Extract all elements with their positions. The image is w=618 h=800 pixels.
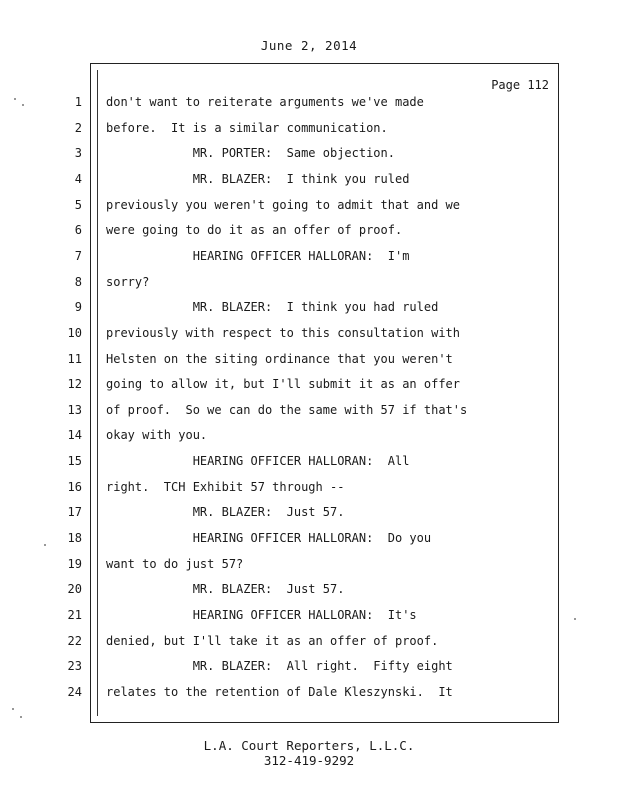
transcript-line [0,146,618,166]
line-text: HEARING OFFICER HALLORAN: I'm [106,248,410,263]
line-number: 15 [67,454,82,469]
scan-speck [574,618,576,620]
line-number: 21 [67,608,82,622]
line-number: 9 [74,300,82,315]
transcript-line [0,685,618,705]
line-number: 19 [67,556,82,571]
footer-company: L.A. Court Reporters, L.L.C. [203,738,415,753]
line-number: 18 [67,531,82,546]
line-number: 4 [74,171,82,186]
line-text: want to do just 57? [106,556,244,571]
line-number: 2 [74,120,82,135]
line-text: MR. BLAZER: I think you ruled [106,171,410,186]
transcript-line [0,557,618,577]
line-text: okay with you. [106,428,208,443]
line-text: relates to the retention of Dale Kleszynski. It [106,684,453,699]
transcript-line [0,249,618,269]
line-number: 20 [67,582,82,597]
line-text: were going to do it as an offer of proof. [106,223,403,238]
line-text: MR. PORTER: Same objection. [106,146,395,161]
scan-speck [14,98,16,100]
transcript-line [0,172,618,192]
line-number: 23 [67,659,82,674]
scan-speck [20,716,22,718]
line-text: HEARING OFFICER HALLORAN: It's [106,608,417,622]
line-text: previously you weren't going to admit that and we [106,197,461,212]
line-number: 17 [67,505,82,520]
transcript-line [0,454,618,474]
line-number: 24 [67,684,82,699]
line-number: 8 [74,274,82,289]
line-text: HEARING OFFICER HALLORAN: Do you [106,531,432,546]
transcript-line [0,326,618,346]
transcript-line [0,403,618,423]
line-text: MR. BLAZER: All right. Fifty eight [106,659,453,674]
transcript-line [0,608,618,628]
transcript-line [0,300,618,320]
line-number: 12 [67,377,82,392]
line-text: right. TCH Exhibit 57 through -- [106,479,345,494]
transcript-line [0,95,618,115]
transcript-line [0,480,618,500]
line-text: denied, but I'll take it as an offer of proof. [106,633,439,648]
line-text: before. It is a similar communication. [106,120,388,135]
line-number: 14 [67,428,82,443]
line-number: 5 [74,197,82,212]
line-number: 22 [67,633,82,648]
transcript-line [0,634,618,654]
footer-phone: 312-419-9292 [263,753,355,768]
page-number: Page 112 [491,78,549,92]
scan-speck [22,104,24,106]
line-text: sorry? [106,274,150,289]
transcript-line [0,531,618,551]
line-text: MR. BLAZER: Just 57. [106,582,345,597]
line-text: of proof. So we can do the same with 57 if that's [106,402,468,417]
transcript-line [0,428,618,448]
transcript-line [0,659,618,679]
line-number: 16 [67,479,82,494]
line-text: previously with respect to this consultation with [106,325,461,340]
transcript-line [0,275,618,295]
transcript-line [0,352,618,372]
scan-speck [12,708,14,710]
transcript-line [0,505,618,525]
line-text: MR. BLAZER: I think you had ruled [106,300,439,315]
line-number: 13 [67,402,82,417]
transcript-line [0,121,618,141]
line-number: 6 [74,223,82,238]
line-number: 7 [74,248,82,263]
line-text: MR. BLAZER: Just 57. [106,505,345,520]
line-text: don't want to reiterate arguments we've made [106,95,424,109]
line-number: 10 [67,325,82,340]
line-text: going to allow it, but I'll submit it as an offer [106,377,461,392]
line-text: HEARING OFFICER HALLORAN: All [106,454,410,469]
transcript-date: June 2, 2014 [260,38,358,53]
line-number: 11 [67,351,82,366]
line-text: Helsten on the siting ordinance that you weren't [106,351,453,366]
scan-speck [44,544,46,546]
transcript-line [0,377,618,397]
line-number: 1 [74,95,82,109]
transcript-line [0,198,618,218]
transcript-line [0,223,618,243]
line-number: 3 [74,146,82,161]
transcript-line [0,582,618,602]
